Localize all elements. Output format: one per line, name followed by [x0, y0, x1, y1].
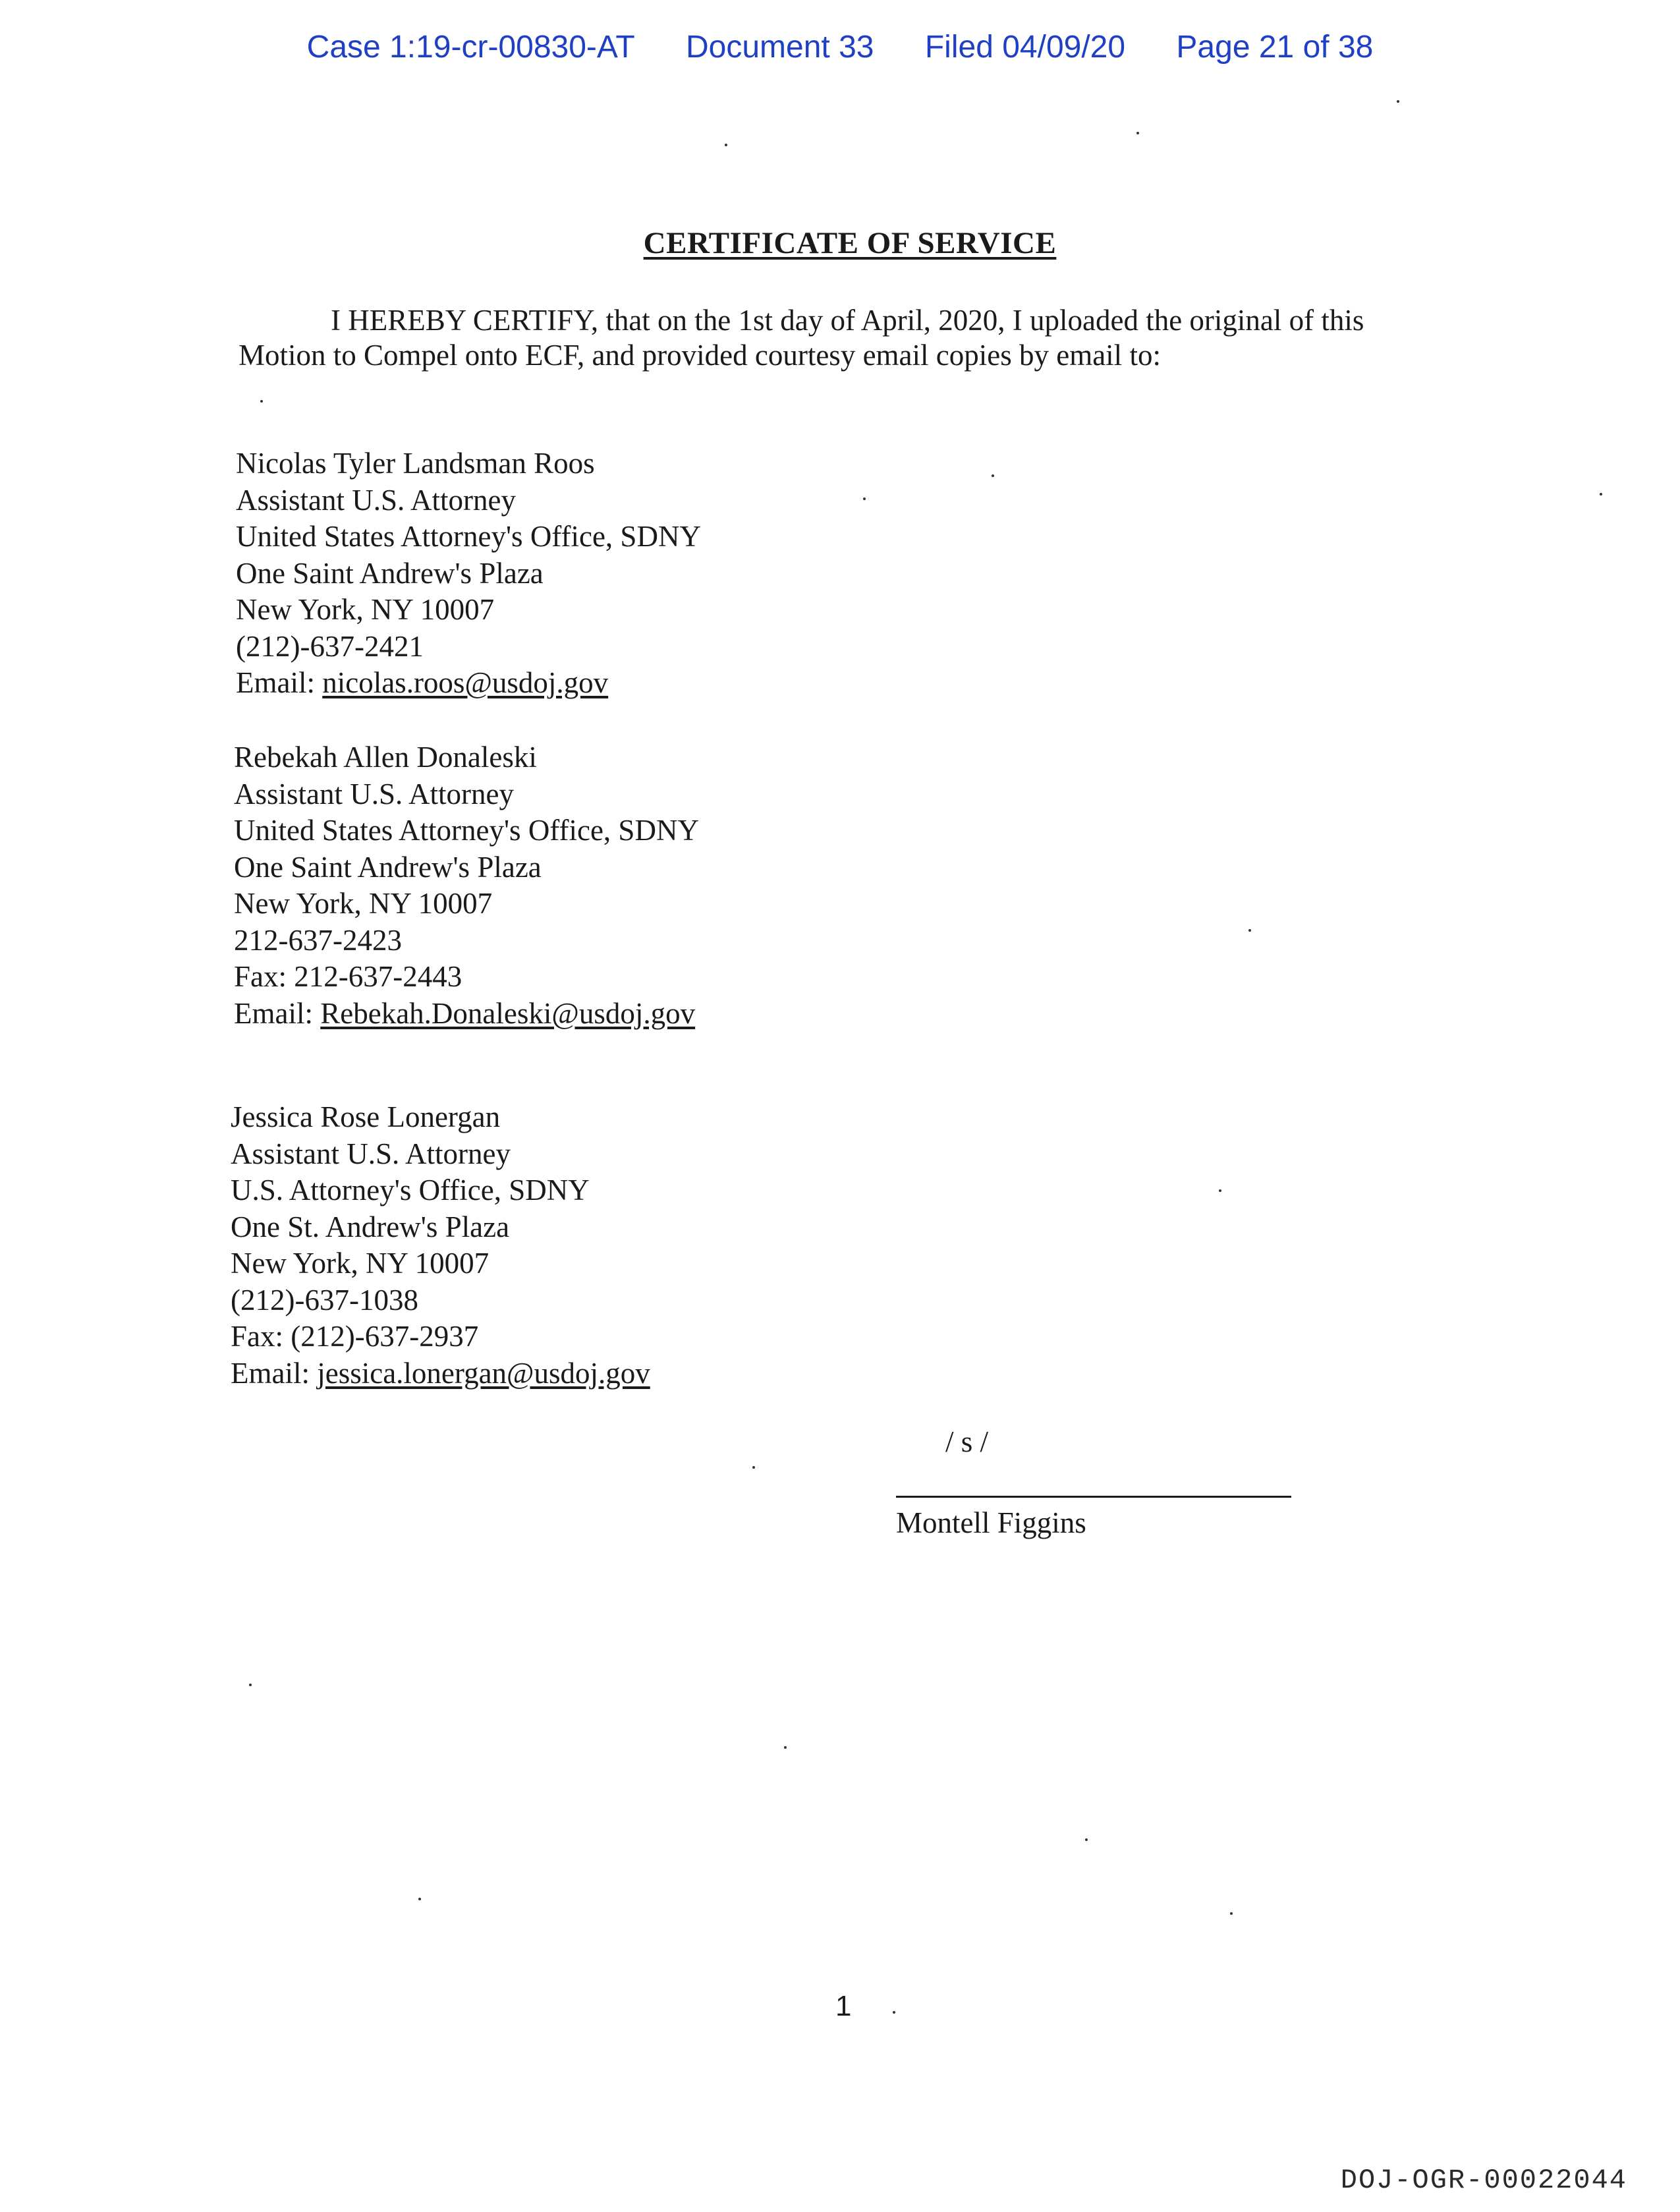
- ecf-filed-date: Filed 04/09/20: [924, 30, 1126, 65]
- scan-speck: [752, 1466, 755, 1469]
- ecf-document-number: Document 33: [686, 30, 874, 65]
- scan-speck: [1136, 132, 1139, 134]
- recipient-name: Rebekah Allen Donaleski: [234, 741, 537, 774]
- recipient-phone: (212)-637-2421: [236, 629, 424, 663]
- recipient-fax: Fax: 212-637-2443: [234, 960, 462, 993]
- recipient-office: U.S. Attorney's Office, SDNY: [231, 1174, 590, 1206]
- email-label: Email:: [231, 1356, 310, 1390]
- scan-speck: [260, 400, 263, 403]
- ecf-header: [0, 29, 1680, 65]
- scan-speck: [1397, 100, 1399, 103]
- recipient-name: Nicolas Tyler Landsman Roos: [236, 447, 595, 480]
- scan-speck: [418, 1898, 421, 1900]
- certification-paragraph: [238, 303, 1444, 373]
- recipient-email-row: [234, 996, 699, 1033]
- page-number: 1: [835, 1990, 852, 2022]
- recipient-email-row: [231, 1355, 650, 1392]
- recipient-street: One Saint Andrew's Plaza: [234, 850, 542, 884]
- recipient-office: United States Attorney's Office, SDNY: [234, 814, 699, 847]
- recipient-block: [234, 739, 699, 1032]
- signer-name: Montell Figgins: [896, 1506, 1086, 1539]
- scan-speck: [1248, 929, 1251, 932]
- recipient-city: New York, NY 10007: [234, 887, 493, 920]
- email-label: Email:: [236, 666, 315, 699]
- ecf-page-count: Page 21 of 38: [1176, 30, 1374, 65]
- scan-speck: [1600, 493, 1602, 496]
- scan-speck: [725, 144, 727, 146]
- recipient-street: One Saint Andrew's Plaza: [236, 556, 544, 590]
- recipient-phone: 212-637-2423: [234, 923, 402, 957]
- scan-speck: [992, 474, 994, 477]
- signature-mark: / s /: [945, 1425, 989, 1458]
- recipient-city: New York, NY 10007: [236, 593, 495, 626]
- scan-speck: [249, 1684, 252, 1686]
- signature-line: [896, 1496, 1291, 1498]
- email-label: Email:: [234, 996, 313, 1030]
- certification-line-2: Motion to Compel onto ECF, and provided courtesy email copies by email to:: [238, 339, 1161, 372]
- recipient-office: United States Attorney's Office, SDNY: [236, 520, 701, 553]
- ecf-case-number: Case 1:19-cr-00830-AT: [306, 30, 635, 65]
- recipient-email-link[interactable]: Rebekah.Donaleski@usdoj.gov: [320, 996, 696, 1030]
- recipient-block: [231, 1099, 650, 1392]
- recipient-fax: Fax: (212)-637-2937: [231, 1320, 479, 1353]
- scan-speck: [1230, 1912, 1233, 1915]
- scan-speck: [863, 497, 866, 500]
- certification-line-1: I HEREBY CERTIFY, that on the 1st day of April, 2020, I uploaded the original of this: [331, 304, 1364, 337]
- recipient-street: One St. Andrew's Plaza: [231, 1210, 510, 1243]
- recipient-email-link[interactable]: nicolas.roos@usdoj.gov: [322, 666, 609, 699]
- recipient-phone: (212)-637-1038: [231, 1283, 418, 1317]
- recipient-title: Assistant U.S. Attorney: [234, 777, 515, 810]
- recipient-name: Jessica Rose Lonergan: [231, 1100, 501, 1133]
- scan-speck: [893, 2011, 895, 2014]
- recipient-title: Assistant U.S. Attorney: [236, 483, 517, 517]
- scan-speck: [1085, 1838, 1088, 1841]
- recipient-block: [236, 445, 701, 702]
- recipient-email-row: [236, 665, 701, 702]
- scan-speck: [1219, 1189, 1221, 1192]
- bates-number: DOJ-OGR-00022044: [1340, 2165, 1627, 2196]
- recipient-email-link[interactable]: jessica.lonergan@usdoj.gov: [317, 1356, 650, 1390]
- document-title: CERTIFICATE OF SERVICE: [643, 226, 1057, 260]
- scan-speck: [784, 1746, 787, 1749]
- recipient-city: New York, NY 10007: [231, 1247, 490, 1280]
- recipient-title: Assistant U.S. Attorney: [231, 1137, 511, 1170]
